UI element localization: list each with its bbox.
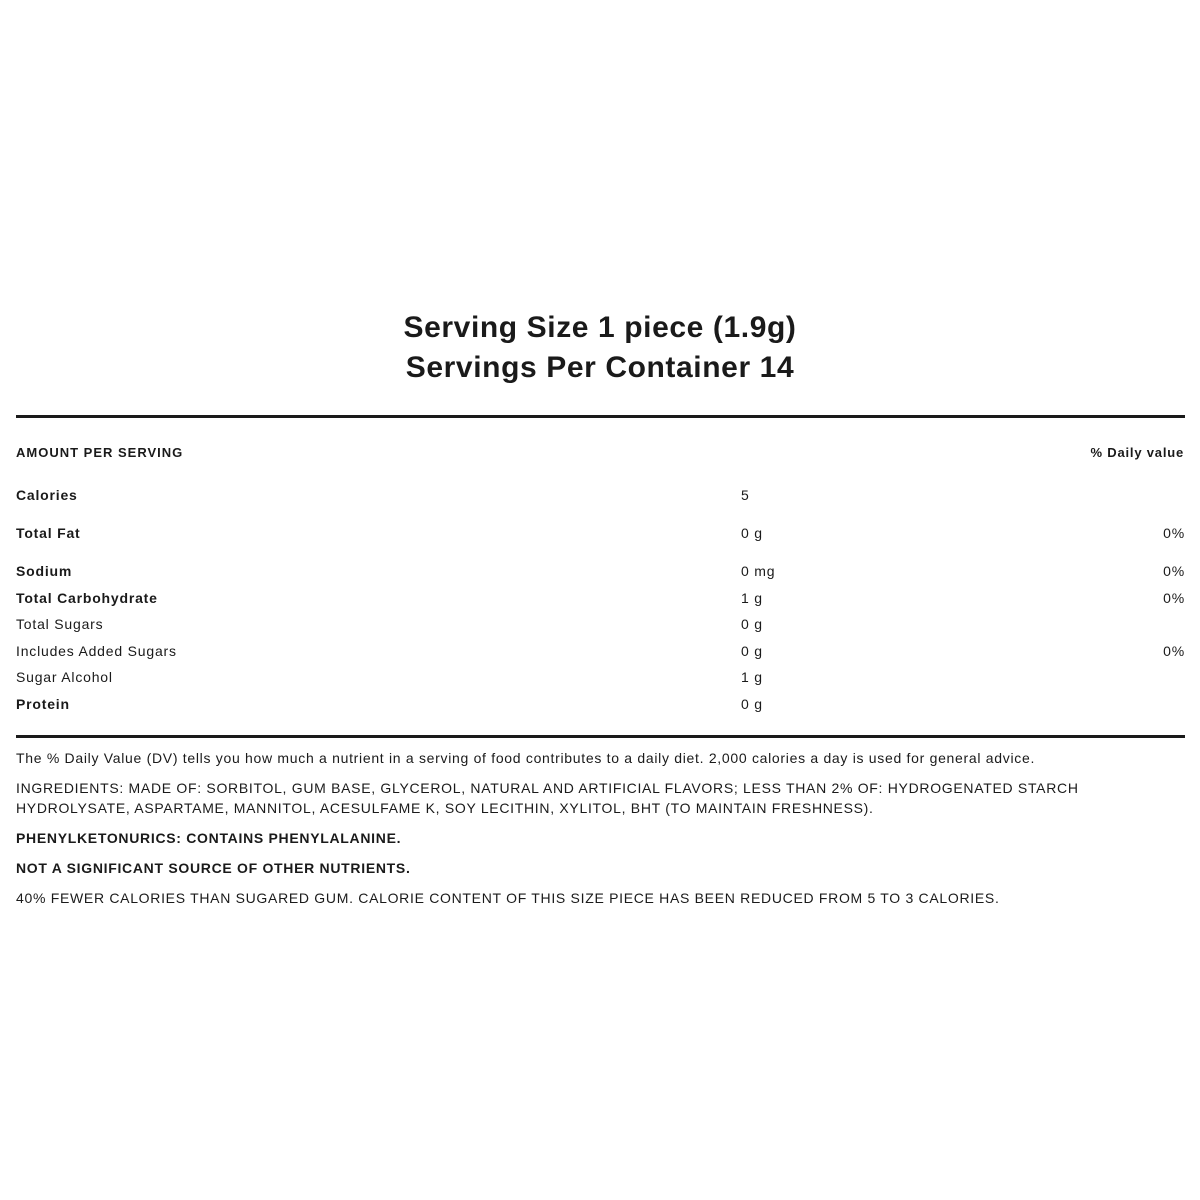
nutrient-row-calories: [16, 486, 1185, 504]
top-divider: [16, 415, 1185, 418]
nutrient-name: Total Fat: [16, 525, 81, 541]
nutrient-name: Includes Added Sugars: [16, 643, 177, 659]
nutrient-name: Calories: [16, 487, 78, 503]
nutrient-amount: 1 g: [741, 590, 763, 606]
nutrient-name: Total Sugars: [16, 616, 104, 632]
nutrient-dv: 0%: [1163, 643, 1185, 659]
nutrient-row-protein: [16, 695, 1185, 713]
nutrient-dv: 0%: [1163, 590, 1185, 606]
amount-per-serving-heading: AMOUNT PER SERVING: [16, 445, 184, 460]
not-significant-source: NOT A SIGNIFICANT SOURCE OF OTHER NUTRIENTS.: [16, 860, 411, 876]
serving-header: [0, 308, 1200, 388]
phenylketonurics-warning: PHENYLKETONURICS: CONTAINS PHENYLALANINE.: [16, 830, 402, 846]
nutrient-row-sugar-alcohol: [16, 668, 1185, 686]
nutrient-row-total-carbohydrate: [16, 589, 1185, 607]
nutrient-row-total-sugars: [16, 615, 1185, 633]
nutrient-name: Total Carbohydrate: [16, 590, 158, 606]
daily-value-heading: % Daily value: [1090, 445, 1184, 460]
ingredients-line-2: HYDROLYSATE, ASPARTAME, MANNITOL, ACESULFAME K, SOY LECITHIN, XYLITOL, BHT (TO MAINTAIN FRESHNESS).: [16, 800, 874, 816]
daily-value-note: The % Daily Value (DV) tells you how much a nutrient in a serving of food contributes to a daily diet. 2,000 calories a day is used for general advice.: [16, 750, 1036, 766]
ingredients-line-1: INGREDIENTS: MADE OF: SORBITOL, GUM BASE, GLYCEROL, NATURAL AND ARTIFICIAL FLAVORS; LESS THAN 2% OF: HYDROGENATED STARCH: [16, 780, 1079, 796]
serving-size: Serving Size 1 piece (1.9g): [403, 311, 797, 344]
nutrient-dv: 0%: [1163, 525, 1185, 541]
nutrient-amount: 1 g: [741, 669, 763, 685]
nutrient-row-sodium: [16, 562, 1185, 580]
servings-per-container: Servings Per Container 14: [405, 351, 795, 384]
nutrient-row-total-fat: [16, 524, 1185, 542]
nutrient-row-added-sugars: [16, 642, 1185, 660]
nutrient-name: Sugar Alcohol: [16, 669, 113, 685]
bottom-divider: [16, 735, 1185, 738]
nutrient-amount: 0 g: [741, 696, 763, 712]
nutrient-amount: 0 g: [741, 616, 763, 632]
nutrient-amount: 0 g: [741, 643, 763, 659]
fewer-calories-claim: 40% FEWER CALORIES THAN SUGARED GUM. CALORIE CONTENT OF THIS SIZE PIECE HAS BEEN REDUCED FROM 5 TO 3 CALORIES.: [16, 890, 1000, 906]
nutrient-amount: 0 mg: [741, 563, 776, 579]
nutrient-name: Sodium: [16, 563, 73, 579]
nutrient-amount: 0 g: [741, 525, 763, 541]
nutrient-dv: 0%: [1163, 563, 1185, 579]
nutrient-amount: 5: [741, 487, 750, 503]
nutrient-name: Protein: [16, 696, 70, 712]
